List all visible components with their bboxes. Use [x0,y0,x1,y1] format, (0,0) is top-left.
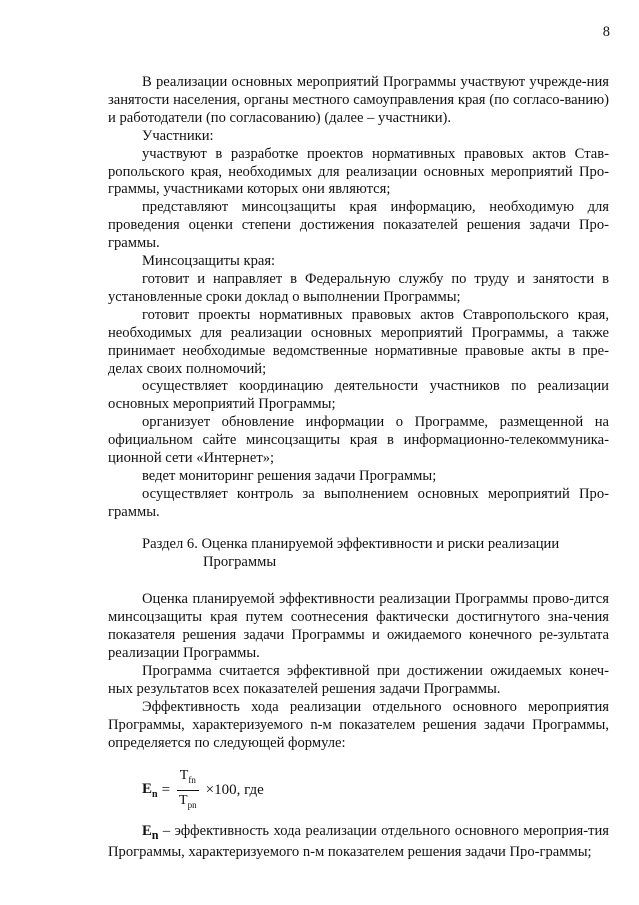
section-heading-line-2: Программы [203,553,277,570]
paragraph-formula-intro: Эффективность хода реализации отдельного основного мероприятия Программы, характеризуемого n-м показателем решения задачи Программы, определяется по следующей формуле: [108,698,609,751]
definition-symbol: $E_n$ [142,822,159,842]
paragraph-ministry-duty-4: организует обновление информации о Программе, размещенной на официальном сайте минсоцзащиты края в информационно-телекоммуника-ционной сети «Интернет»; [108,414,609,467]
paragraph-ministry-duty-3: осуществляет координацию деятельности участников по реализации основных мероприятий Программы; [108,378,609,413]
paragraph-participants-duty-2: представляют минсоцзащиты края информацию, необходимую для проведения оценки степени достижения показателей решения задачи Про-граммы. [108,199,609,252]
paragraph-evaluation-method: Оценка планируемой эффективности реализации Программы прово-дится минсоцзащиты края путем соотнесения фактически достигнутого зна-чения показателя решения задачи Программы и ожидаемого конечного ре-зультата реализации Программы. [108,591,609,662]
effectiveness-formula [142,769,609,813]
paragraph-ministry-duty-2: готовит проекты нормативных правовых актов Ставропольского края, необходимых для реализации основных мероприятий Программы, а также принимает необходимые ведомственные нормативные правовые акты в пре-делах своих полномочий; [108,306,609,377]
paragraph-effectiveness-criterion: Программа считается эффективной при достижении ожидаемых конеч-ных результатов всех показателей решения задачи Программы. [108,663,609,697]
paragraph-ministry-duty-6: осуществляет контроль за выполнением основных мероприятий Про-граммы. [108,485,609,520]
formula-tail: ×100, где [205,782,264,799]
formula-lhs: $E_n$ [142,781,158,801]
document-body [108,74,609,862]
definition-text: – эффективность хода реализации отдельного основного мероприя-тия Программы, характеризуемого n-м показателем решения задачи Про-граммы; [108,822,609,861]
formula-fraction [176,767,200,814]
formula-equals: = [161,782,171,799]
section-heading [142,536,609,572]
formula-denominator: $T_{pn}$ [179,793,197,810]
paragraph-participants-label: Участники: [142,127,214,144]
paragraph-participants-intro: В реализации основных мероприятий Программы участвуют учрежде-ния занятости населения, органы местного самоуправления края (по согласо-ванию) и работодатели (по согласованию) (далее – участники). [108,74,609,126]
paragraph-ministry-duty-5: ведет мониторинг решения задачи Программы; [142,467,437,484]
formula-numerator: $T_{fn}$ [177,767,199,791]
paragraph-definition-en [108,823,609,863]
section-heading-line-1: Раздел 6. Оценка планируемой эффективности и риски реализации [142,535,560,552]
paragraph-participants-duty-1: участвуют в разработке проектов нормативных правовых актов Став-ропольского края, необходимых для реализации основных мероприятий Про-граммы, участниками которых они являются; [108,145,609,198]
paragraph-ministry-label: Минсоцзащиты края: [142,253,276,270]
page-number: 8 [602,24,610,40]
paragraph-ministry-duty-1: готовит и направляет в Федеральную службу по труду и занятости в установленные сроки доклад о выполнении Программы; [108,270,609,305]
